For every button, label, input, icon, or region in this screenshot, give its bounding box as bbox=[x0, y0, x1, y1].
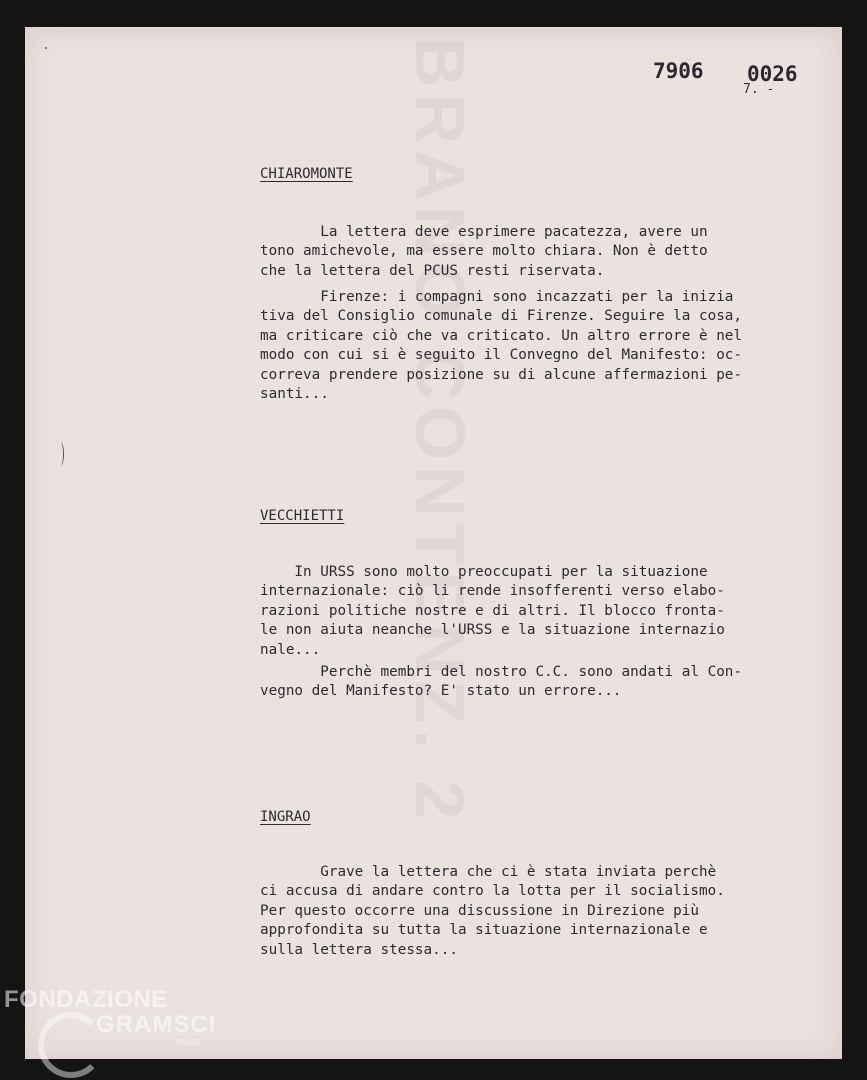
archive-stamp-page: 0026 bbox=[747, 62, 798, 86]
speaker-heading-chiaromonte: CHIAROMONTE bbox=[260, 166, 353, 182]
watermark-line3: onlus bbox=[176, 1037, 200, 1048]
paper-speck bbox=[45, 47, 47, 49]
watermark-line2: GRAMSCI bbox=[96, 1011, 217, 1038]
archive-stamp-number: 7906 bbox=[653, 59, 704, 83]
bleed-through-text: BRANO CONTENZ. 2 bbox=[401, 37, 479, 826]
paragraph: La lettera deve esprimere pacatezza, avere un tono amichevole, ma essere molto chiara. Non è detto che la lettera del PCUS resti riservata. bbox=[260, 224, 708, 279]
document-page bbox=[25, 27, 842, 1059]
margin-mark bbox=[57, 442, 64, 466]
page-number: 7. - bbox=[743, 82, 775, 97]
fondazione-gramsci-watermark bbox=[4, 986, 216, 1048]
paragraph: Grave la lettera che ci è stata inviata perchè ci accusa di andare contro la lotta per il socialismo. Per questo occorre una discussione in Direzione più approfondita su tutta la situazione internazionale e sulla lettera stessa... bbox=[260, 864, 725, 958]
watermark-line1: FONDAZIONE bbox=[4, 986, 168, 1013]
paragraph: Perchè membri del nostro C.C. sono andati al Con- vegno del Manifesto? E' stato un errore... bbox=[260, 664, 743, 700]
paragraph: In URSS sono molto preoccupati per la situazione internazionale: ciò li rende insofferenti verso elabo- razioni politiche nostre e di altri. Il blocco fronta- le non aiuta neanche l'URSS e la situazione internazio nale... bbox=[260, 564, 725, 658]
paragraph: Firenze: i compagni sono incazzati per la inizia tiva del Consiglio comunale di Firenze. Seguire la cosa, ma criticare ciò che va criticato. Un altro errore è nel modo con cui si è seguito il Convegno del Manifesto: oc- correva prendere posizione su di alcune affermazioni pe- santi... bbox=[260, 289, 743, 403]
speaker-heading-ingrao: INGRAO bbox=[260, 809, 311, 825]
speaker-heading-vecchietti: VECCHIETTI bbox=[260, 508, 345, 524]
